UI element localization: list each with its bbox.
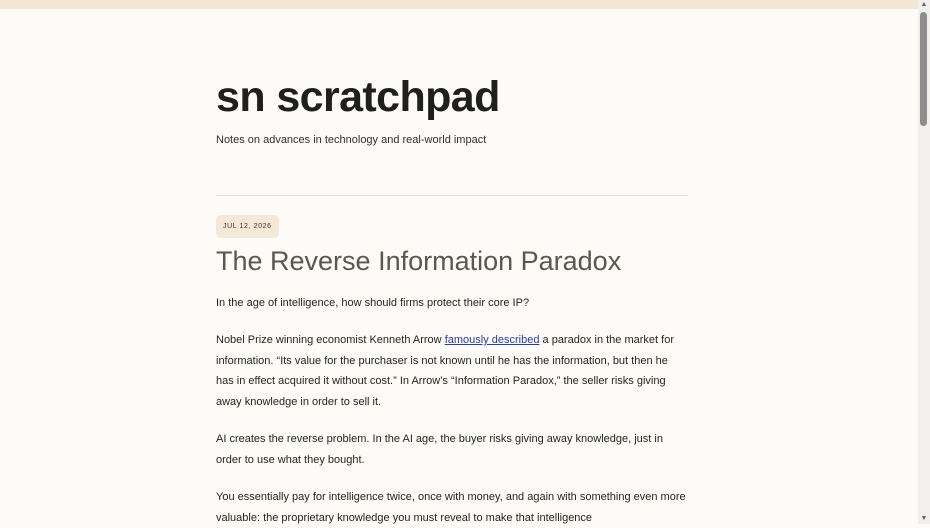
post-paragraph-4: You essentially pay for intelligence twice, once with money, and again with something even more valuable: the proprietary knowledge you must reveal to make that intelligence xyxy=(216,491,686,524)
scrollbar-thumb[interactable] xyxy=(920,12,927,126)
famously-described-link[interactable]: famously described xyxy=(444,334,540,346)
header-divider xyxy=(216,195,688,196)
post-paragraph-2 xyxy=(216,330,688,412)
top-accent-bar xyxy=(0,0,918,9)
post-title[interactable]: The Reverse Information Paradox xyxy=(216,246,622,276)
post-date-badge: JUL 12, 2026 xyxy=(216,215,279,238)
vertical-scrollbar[interactable] xyxy=(918,0,930,524)
paragraph-2-text-before-link: Nobel Prize winning economist Kenneth Arrow xyxy=(216,334,445,346)
post-paragraph-3: AI creates the reverse problem. In the AI age, the buyer risks giving away knowledge, just in order to use what they bought. xyxy=(216,433,663,466)
site-title[interactable]: sn scratchpad xyxy=(216,73,500,121)
paragraph-2-text-after-link: a paradox in the market for information. “Its value for the purchaser is not known until he has the information, but then he has in effect acquired it without cost.” In Arrow’s “Information Paradox,” the seller risks giving away knowledge in order to sell it. xyxy=(216,334,674,408)
site-tagline: Notes on advances in technology and real-world impact xyxy=(216,134,487,146)
scroll-down-arrow-icon[interactable]: ▼ xyxy=(920,515,928,522)
scroll-up-arrow-icon[interactable]: ▲ xyxy=(920,1,928,8)
post-paragraph-1: In the age of intelligence, how should firms protect their core IP? xyxy=(216,297,530,309)
